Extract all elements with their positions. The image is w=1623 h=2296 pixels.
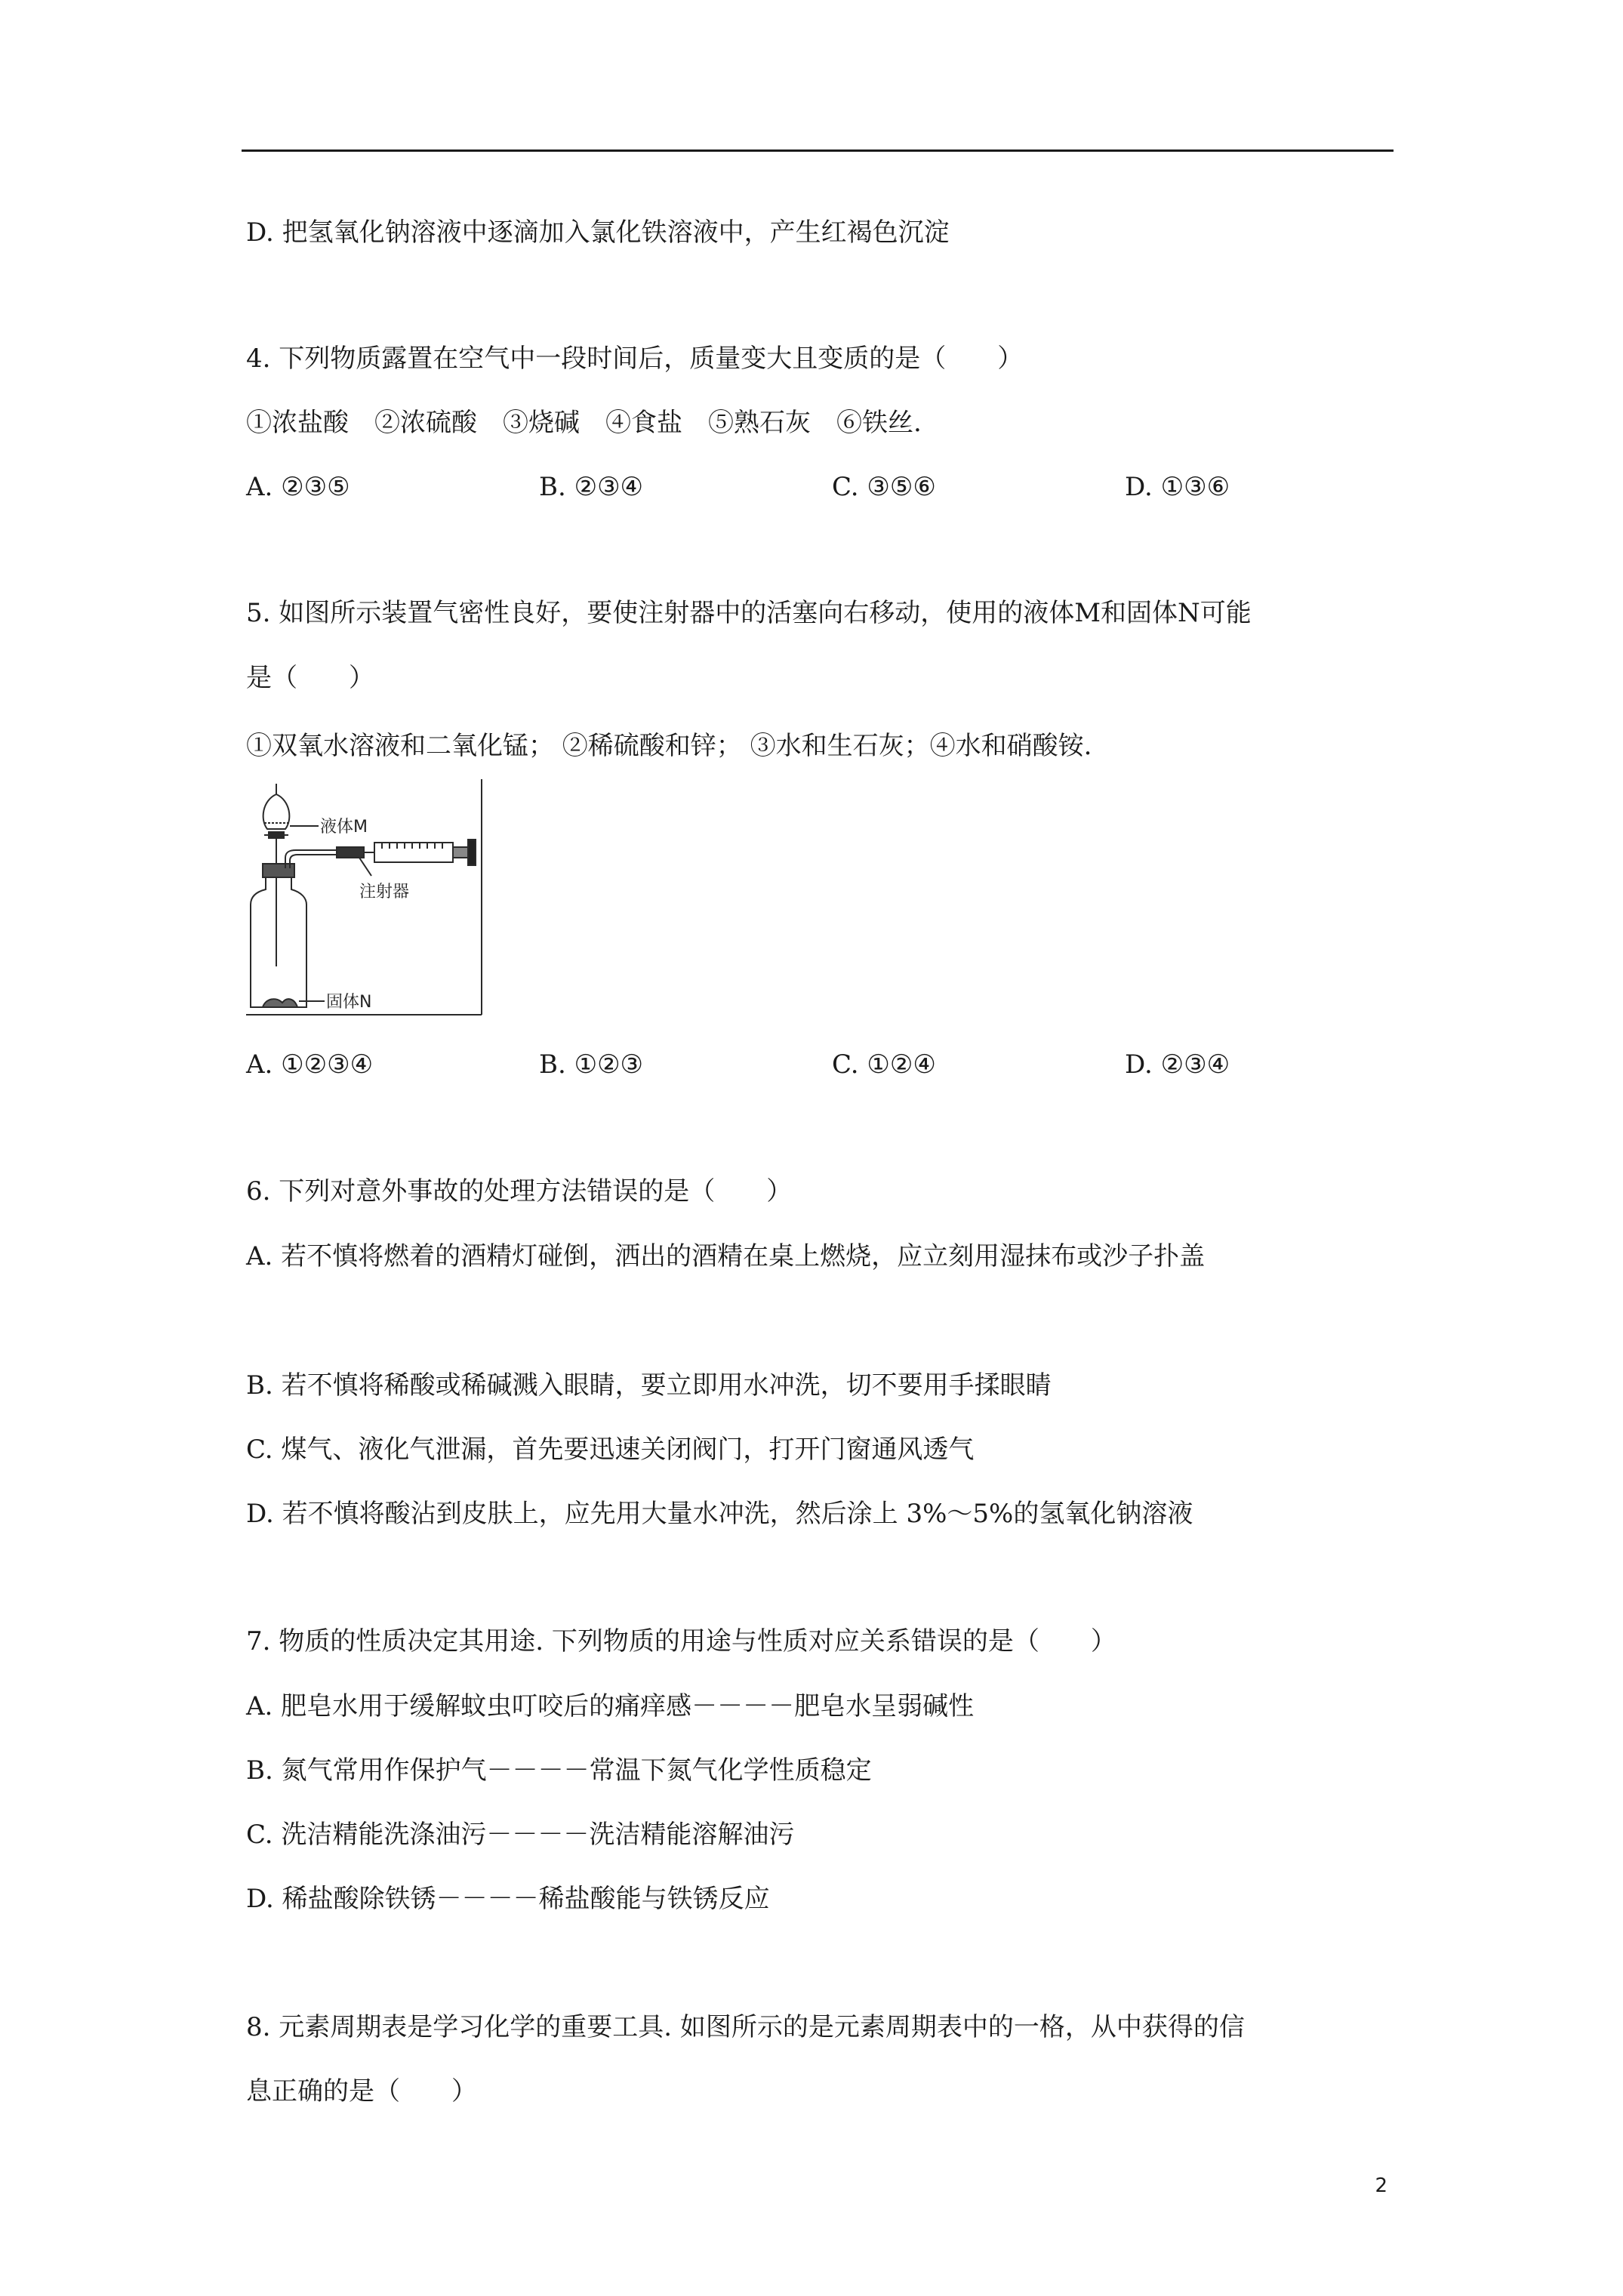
q6-option-a: A. 若不慎将燃着的酒精灯碰倒，洒出的酒精在桌上燃烧，应立刻用湿抹布或沙子扑盖 <box>246 1241 1206 1271</box>
q5-option-d: D. ②③④ <box>1125 1049 1230 1080</box>
q6-option-b: B. 若不慎将稀酸或稀碱溅入眼睛，要立即用水冲洗，切不要用手揉眼睛 <box>246 1370 1052 1401</box>
q5-stem-line1: 5. 如图所示装置气密性良好，要使注射器中的活塞向右移动，使用的液体M和固体N可能 <box>246 598 1252 628</box>
figure-label-solid-n: 固体N <box>326 993 372 1012</box>
q8-stem-line1: 8. 元素周期表是学习化学的重要工具. 如图所示的是元素周期表中的一格，从中获得的信 <box>246 2012 1245 2042</box>
q4-option-d: D. ①③⑥ <box>1125 472 1230 502</box>
q8-stem-line2: 息正确的是（ ） <box>246 2076 477 2106</box>
q6-option-d: D. 若不慎将酸沾到皮肤上，应先用大量水冲洗，然后涂上 3%～5%的氢氧化钠溶液 <box>246 1499 1193 1529</box>
q7-stem: 7. 物质的性质决定其用途. 下列物质的用途与性质对应关系错误的是（ ） <box>246 1626 1116 1657</box>
q5-option-c: C. ①②④ <box>832 1049 936 1080</box>
q7-option-a: A. 肥皂水用于缓解蚊虫叮咬后的痛痒感－－－－肥皂水呈弱碱性 <box>246 1691 975 1721</box>
q4-option-a: A. ②③⑤ <box>246 472 350 502</box>
q5-items: ①双氧水溶液和二氧化锰； ②稀硫酸和锌； ③水和生石灰；④水和硝酸铵. <box>246 731 1092 761</box>
q6-option-c: C. 煤气、液化气泄漏，首先要迅速关闭阀门，打开门窗通风透气 <box>246 1435 975 1465</box>
page-number: 2 <box>1375 2174 1387 2197</box>
q7-option-b: B. 氮气常用作保护气－－－－常温下氮气化学性质稳定 <box>246 1755 872 1786</box>
figure-label-liquid-m: 液体M <box>320 818 368 837</box>
q4-stem: 4. 下列物质露置在空气中一段时间后，质量变大且变质的是（ ） <box>246 344 1024 374</box>
q5-apparatus-figure <box>246 778 483 1016</box>
q5-stem-line2: 是（ ） <box>246 663 374 693</box>
q6-stem: 6. 下列对意外事故的处理方法错误的是（ ） <box>246 1176 793 1207</box>
q3-option-d: D. 把氢氧化钠溶液中逐滴加入氯化铁溶液中，产生红褐色沉淀 <box>246 217 950 248</box>
header-rule <box>242 149 1394 152</box>
q4-option-b: B. ②③④ <box>539 472 644 502</box>
q5-option-b: B. ①②③ <box>539 1049 644 1080</box>
q7-option-c: C. 洗洁精能洗涤油污－－－－洗洁精能溶解油污 <box>246 1820 795 1850</box>
figure-label-syringe: 注射器 <box>359 883 410 901</box>
q5-option-a: A. ①②③④ <box>246 1049 374 1080</box>
q4-option-c: C. ③⑤⑥ <box>832 472 936 502</box>
q4-items: ①浓盐酸 ②浓硫酸 ③烧碱 ④食盐 ⑤熟石灰 ⑥铁丝. <box>246 408 922 438</box>
q7-option-d: D. 稀盐酸除铁锈－－－－稀盐酸能与铁锈反应 <box>246 1884 770 1914</box>
